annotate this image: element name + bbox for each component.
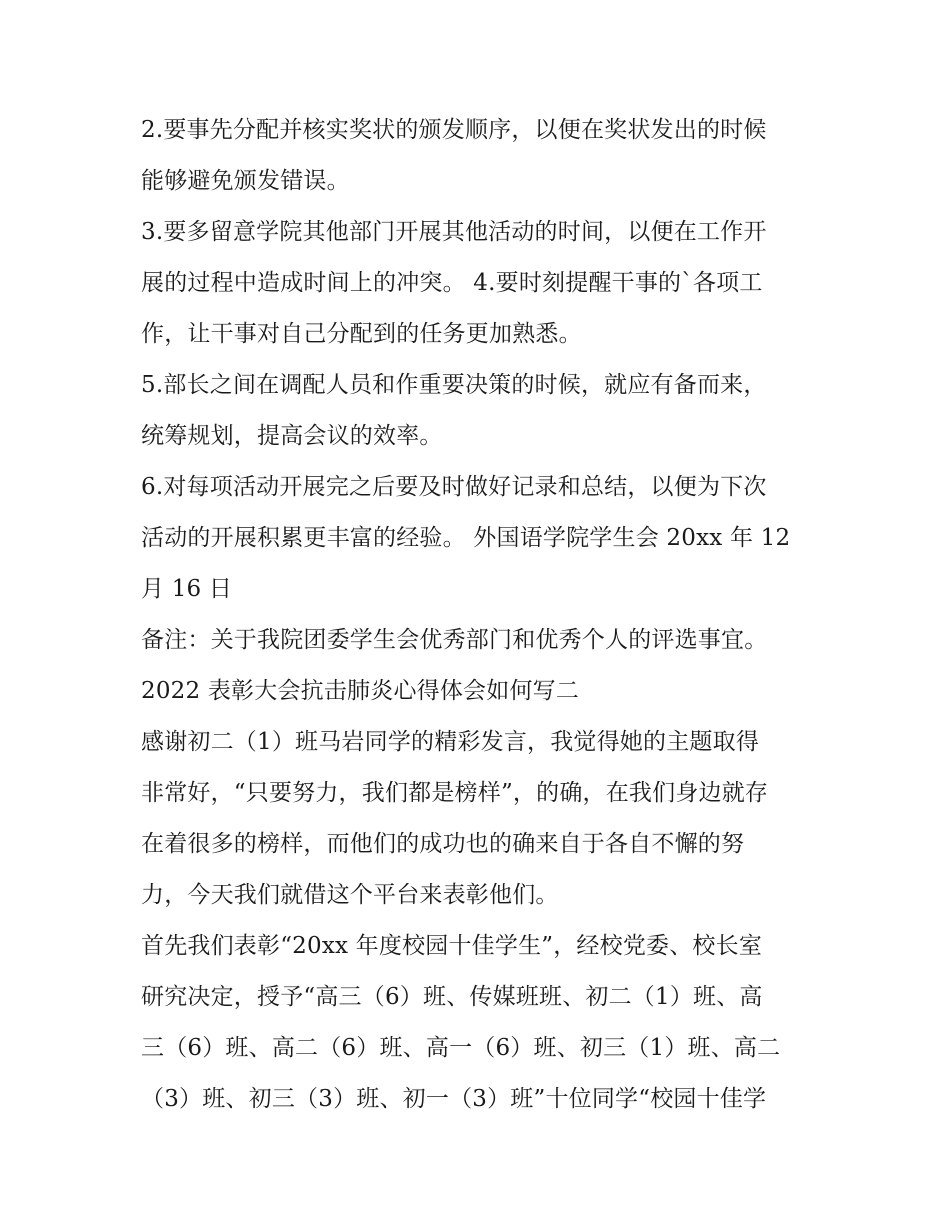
text-line: 能够避免颁发错误。 [141, 168, 350, 194]
text-line: 非常好，“只要努力，我们都是榜样”，的确，在我们身边就存 [141, 780, 769, 806]
text-line: 研究决定，授予“高三（6）班、传媒班班、初二（1）班、高 [141, 984, 763, 1010]
text-line: 3.要多留意学院其他部门开展其他活动的时间，以便在工作开 [141, 219, 767, 245]
text-line: 统筹规划，提高会议的效率。 [141, 423, 443, 449]
text-line: 2.要事先分配并核实奖状的颁发顺序，以便在奖状发出的时候 [141, 117, 767, 143]
section-heading: 2022 表彰大会抗击肺炎心得体会如何写二 [141, 678, 580, 704]
text-line: 感谢初二（1）班马岩同学的精彩发言，我觉得她的主题取得 [141, 729, 760, 755]
text-line: （3）班、初三（3）班、初一（3）班”十位同学“校园十佳学 [141, 1086, 767, 1112]
text-line: 5.部长之间在调配人员和作重要决策的时候，就应有备而来， [141, 372, 767, 398]
text-line: 备注：关于我院团委学生会优秀部门和优秀个人的评选事宜。 [141, 627, 768, 653]
text-line: 三（6）班、高二（6）班、高一（6）班、初三（1）班、高二 [141, 1035, 781, 1061]
text-line: 首先我们表彰“20xx 年度校园十佳学生”，经校党委、校长室 [141, 933, 763, 959]
text-line: 活动的开展积累更丰富的经验。 外国语学院学生会 20xx 年 12 [141, 525, 791, 551]
text-line: 展的过程中造成时间上的冲突。 4.要时刻提醒干事的`各项工 [141, 270, 763, 296]
text-line: 6.对每项活动开展完之后要及时做好记录和总结，以便为下次 [141, 474, 767, 500]
text-line: 力，今天我们就借这个平台来表彰他们。 [141, 882, 559, 908]
text-line: 月 16 日 [141, 576, 233, 602]
text-line: 作，让干事对自己分配到的任务更加熟悉。 [141, 321, 582, 347]
text-line: 在着很多的榜样，而他们的成功也的确来自于各自不懈的努 [141, 831, 745, 857]
